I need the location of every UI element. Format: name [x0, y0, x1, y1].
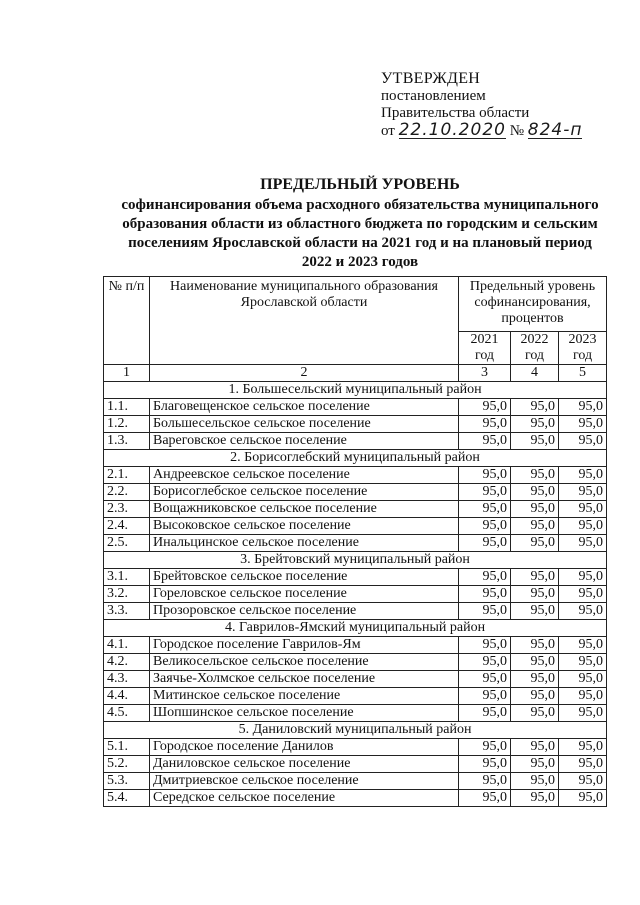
title-main: ПРЕДЕЛЬНЫЙ УРОВЕНЬ — [260, 176, 460, 193]
value-2021: 95,0 — [459, 467, 511, 484]
value-2023: 95,0 — [559, 586, 607, 603]
value-2021: 95,0 — [459, 688, 511, 705]
value-2021: 95,0 — [459, 671, 511, 688]
value-2023: 95,0 — [559, 705, 607, 722]
row-number: 2.4. — [104, 518, 150, 535]
value-2023: 95,0 — [559, 637, 607, 654]
value-2023: 95,0 — [559, 603, 607, 620]
value-2022: 95,0 — [511, 773, 559, 790]
row-number: 5.4. — [104, 790, 150, 807]
value-2021: 95,0 — [459, 773, 511, 790]
value-2022: 95,0 — [511, 416, 559, 433]
table-row — [104, 433, 607, 450]
table-row — [104, 484, 607, 501]
value-2022: 95,0 — [511, 603, 559, 620]
row-number: 4.1. — [104, 637, 150, 654]
settlement-name: Шопшинское сельское поселение — [150, 705, 459, 722]
value-2023: 95,0 — [559, 569, 607, 586]
value-2023: 95,0 — [559, 739, 607, 756]
settlement-name: Благовещенское сельское поселение — [150, 399, 459, 416]
table-body — [104, 382, 607, 807]
date-prefix: от — [381, 123, 395, 139]
settlement-name: Городское поселение Гаврилов-Ям — [150, 637, 459, 654]
table-row — [104, 586, 607, 603]
value-2021: 95,0 — [459, 654, 511, 671]
row-number: 4.3. — [104, 671, 150, 688]
header-2023: 2023 год — [559, 332, 607, 365]
settlement-name: Борисоглебское сельское поселение — [150, 484, 459, 501]
row-number: 2.1. — [104, 467, 150, 484]
district-row — [104, 382, 607, 399]
approval-block — [381, 70, 621, 142]
district-title: 2. Борисоглебский муниципальный район — [104, 450, 607, 467]
value-2022: 95,0 — [511, 569, 559, 586]
settlement-name: Прозоровское сельское поселение — [150, 603, 459, 620]
value-2021: 95,0 — [459, 484, 511, 501]
value-2021: 95,0 — [459, 416, 511, 433]
approval-line-2: Правительства области — [381, 105, 530, 121]
value-2021: 95,0 — [459, 433, 511, 450]
subtitle-line-1: софинансирования объема расходного обязательства муниципального — [121, 197, 599, 213]
value-2022: 95,0 — [511, 399, 559, 416]
table-row — [104, 671, 607, 688]
header-name: Наименование муниципального образования Ярославской области — [150, 277, 459, 365]
district-title: 4. Гаврилов-Ямский муниципальный район — [104, 620, 607, 637]
table-row — [104, 637, 607, 654]
table-row — [104, 756, 607, 773]
row-number: 5.1. — [104, 739, 150, 756]
value-2023: 95,0 — [559, 688, 607, 705]
settlement-name: Высоковское сельское поселение — [150, 518, 459, 535]
value-2023: 95,0 — [559, 790, 607, 807]
row-number: 1.1. — [104, 399, 150, 416]
district-row — [104, 552, 607, 569]
row-number: 3.2. — [104, 586, 150, 603]
district-row — [104, 722, 607, 739]
value-2023: 95,0 — [559, 773, 607, 790]
value-2021: 95,0 — [459, 739, 511, 756]
settlement-name: Заячье-Холмское сельское поселение — [150, 671, 459, 688]
table-row — [104, 569, 607, 586]
handwritten-number: 824-п — [527, 120, 583, 140]
subtitle-line-3: поселениям Ярославской области на 2021 год и на плановый период — [128, 235, 592, 251]
row-number: 2.3. — [104, 501, 150, 518]
settlement-name: Вощажниковское сельское поселение — [150, 501, 459, 518]
header-2021: 2021 год — [459, 332, 511, 365]
value-2023: 95,0 — [559, 756, 607, 773]
value-2022: 95,0 — [511, 756, 559, 773]
value-2022: 95,0 — [511, 467, 559, 484]
handwritten-date: 22.10.2020 — [398, 120, 506, 140]
document-subtitle — [100, 196, 620, 272]
value-2023: 95,0 — [559, 433, 607, 450]
settlement-name: Даниловское сельское поселение — [150, 756, 459, 773]
value-2021: 95,0 — [459, 637, 511, 654]
value-2021: 95,0 — [459, 790, 511, 807]
value-2022: 95,0 — [511, 671, 559, 688]
row-number: 5.3. — [104, 773, 150, 790]
value-2022: 95,0 — [511, 790, 559, 807]
district-row — [104, 450, 607, 467]
row-number: 5.2. — [104, 756, 150, 773]
table-row — [104, 705, 607, 722]
district-title: 3. Брейтовский муниципальный район — [104, 552, 607, 569]
approval-heading: УТВЕРЖДЕН — [381, 70, 481, 87]
row-number: 2.2. — [104, 484, 150, 501]
value-2022: 95,0 — [511, 484, 559, 501]
table-row — [104, 773, 607, 790]
row-number: 4.5. — [104, 705, 150, 722]
subtitle-line-4: 2022 и 2023 годов — [301, 254, 419, 270]
settlement-name: Андреевское сельское поселение — [150, 467, 459, 484]
table-row — [104, 535, 607, 552]
table-row — [104, 467, 607, 484]
value-2022: 95,0 — [511, 501, 559, 518]
row-number: 1.2. — [104, 416, 150, 433]
settlement-name: Большесельское сельское поселение — [150, 416, 459, 433]
value-2023: 95,0 — [559, 484, 607, 501]
value-2021: 95,0 — [459, 535, 511, 552]
district-title: 1. Большесельский муниципальный район — [104, 382, 607, 399]
value-2022: 95,0 — [511, 654, 559, 671]
settlement-name: Великосельское сельское поселение — [150, 654, 459, 671]
settlement-name: Городское поселение Данилов — [150, 739, 459, 756]
settlement-name: Брейтовское сельское поселение — [150, 569, 459, 586]
table-row — [104, 790, 607, 807]
colnum-1: 1 — [104, 365, 150, 382]
row-number: 3.3. — [104, 603, 150, 620]
value-2021: 95,0 — [459, 586, 511, 603]
value-2021: 95,0 — [459, 518, 511, 535]
row-number: 4.4. — [104, 688, 150, 705]
colnum-5: 5 — [559, 365, 607, 382]
value-2022: 95,0 — [511, 433, 559, 450]
table-row — [104, 688, 607, 705]
settlement-name: Митинское сельское поселение — [150, 688, 459, 705]
row-number: 2.5. — [104, 535, 150, 552]
table-row — [104, 399, 607, 416]
table-row — [104, 603, 607, 620]
settlement-name: Середское сельское поселение — [150, 790, 459, 807]
value-2023: 95,0 — [559, 535, 607, 552]
value-2023: 95,0 — [559, 518, 607, 535]
value-2022: 95,0 — [511, 535, 559, 552]
value-2022: 95,0 — [511, 705, 559, 722]
colnum-2: 2 — [150, 365, 459, 382]
value-2021: 95,0 — [459, 705, 511, 722]
value-2021: 95,0 — [459, 603, 511, 620]
settlement-name: Вареговское сельское поселение — [150, 433, 459, 450]
value-2023: 95,0 — [559, 654, 607, 671]
value-2022: 95,0 — [511, 518, 559, 535]
value-2021: 95,0 — [459, 569, 511, 586]
table-row — [104, 416, 607, 433]
header-num: № п/п — [104, 277, 150, 365]
value-2023: 95,0 — [559, 671, 607, 688]
value-2023: 95,0 — [559, 399, 607, 416]
value-2022: 95,0 — [511, 739, 559, 756]
table-row — [104, 654, 607, 671]
district-row — [104, 620, 607, 637]
approval-date-line — [381, 122, 621, 142]
table-row — [104, 739, 607, 756]
row-number: 3.1. — [104, 569, 150, 586]
value-2022: 95,0 — [511, 688, 559, 705]
colnum-3: 3 — [459, 365, 511, 382]
row-number: 4.2. — [104, 654, 150, 671]
settlement-name: Гореловское сельское поселение — [150, 586, 459, 603]
settlement-name: Дмитриевское сельское поселение — [150, 773, 459, 790]
table-row — [104, 518, 607, 535]
settlement-name: Инальцинское сельское поселение — [150, 535, 459, 552]
header-level: Предельный уровень софинансирования, процентов — [459, 277, 607, 332]
value-2023: 95,0 — [559, 467, 607, 484]
approval-line-1: постановлением — [381, 88, 486, 104]
value-2023: 95,0 — [559, 501, 607, 518]
value-2021: 95,0 — [459, 501, 511, 518]
value-2022: 95,0 — [511, 637, 559, 654]
colnum-4: 4 — [511, 365, 559, 382]
value-2022: 95,0 — [511, 586, 559, 603]
subtitle-line-2: образования области из областного бюджета по городским и сельским — [122, 216, 598, 232]
value-2021: 95,0 — [459, 756, 511, 773]
row-number: 1.3. — [104, 433, 150, 450]
table-row — [104, 501, 607, 518]
number-prefix: № — [509, 123, 525, 139]
header-2022: 2022 год — [511, 332, 559, 365]
value-2023: 95,0 — [559, 416, 607, 433]
district-title: 5. Даниловский муниципальный район — [104, 722, 607, 739]
value-2021: 95,0 — [459, 399, 511, 416]
cofinancing-table — [103, 276, 607, 807]
